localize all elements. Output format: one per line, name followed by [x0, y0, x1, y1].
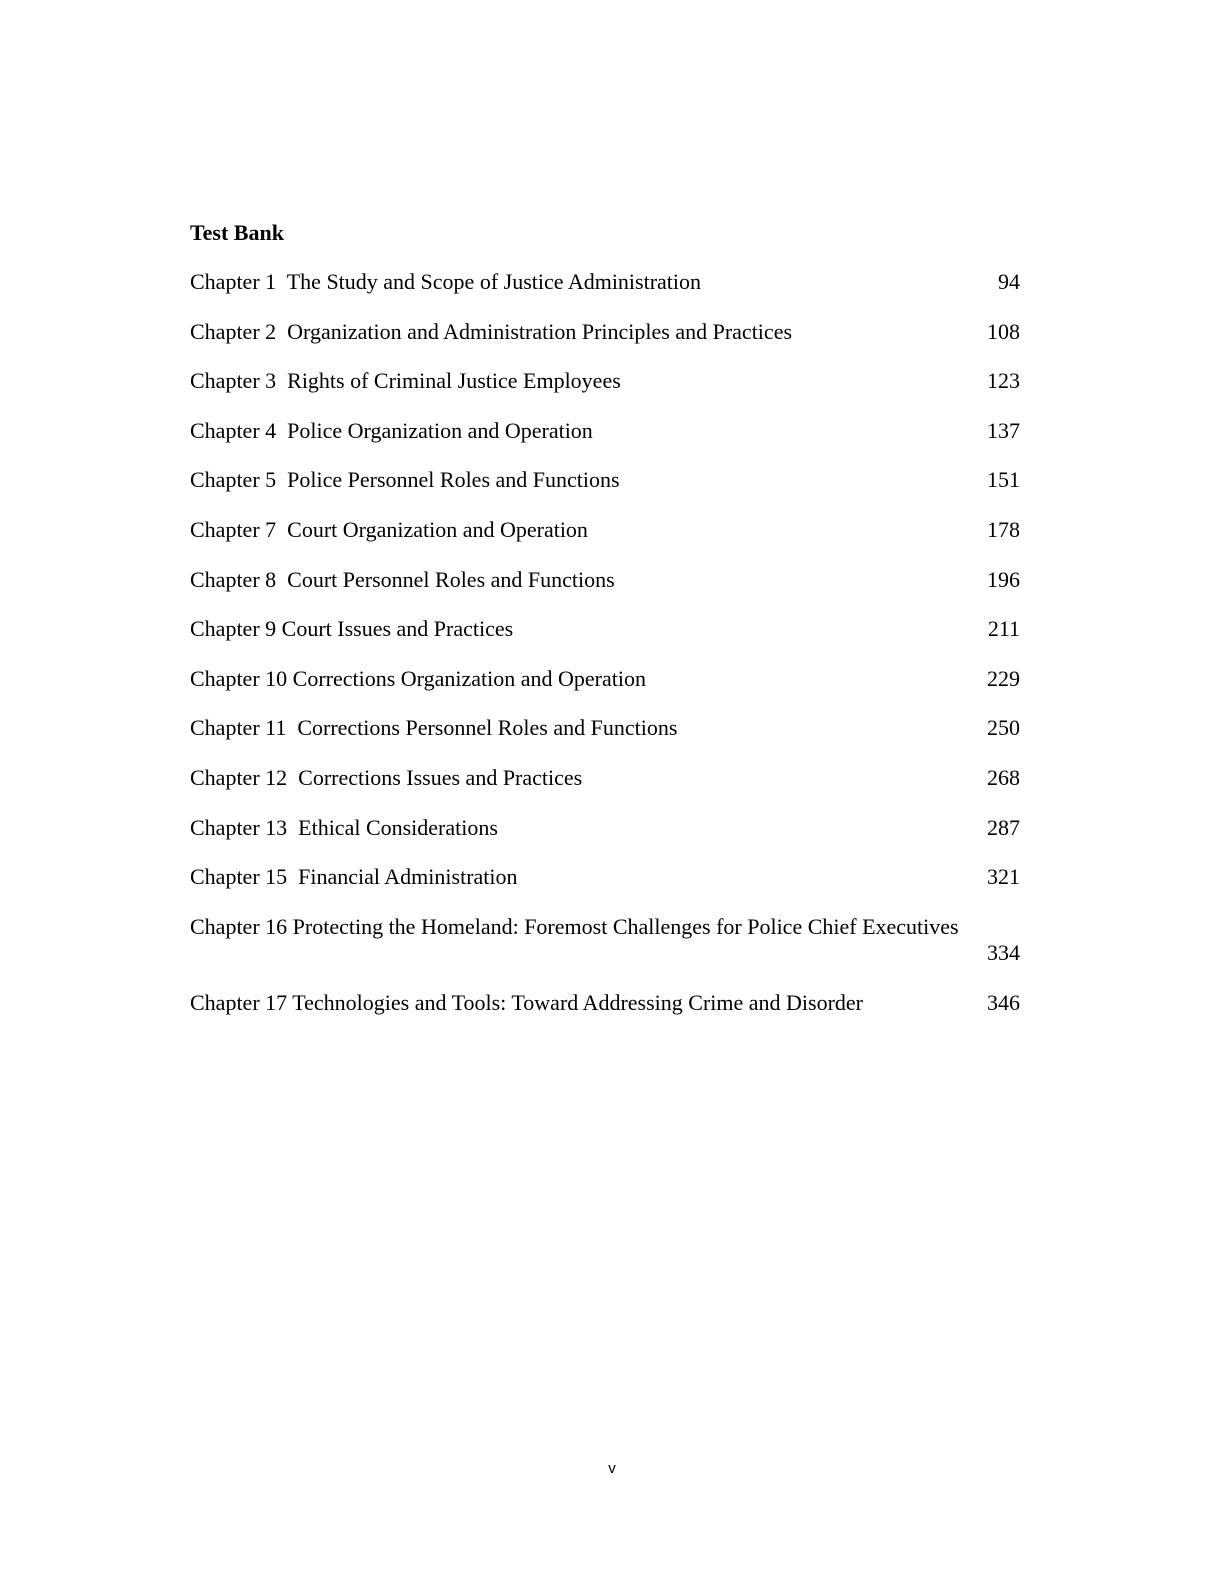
toc-entry-page: 229 [987, 665, 1020, 691]
toc-entry-page: 123 [987, 368, 1020, 394]
toc-entry-title: Chapter 1 The Study and Scope of Justice Administration [190, 269, 702, 294]
table-of-contents [190, 268, 1020, 1038]
toc-entry-page: 321 [987, 864, 1020, 890]
toc-entry-page: 196 [987, 566, 1020, 592]
toc-entry-title: Chapter 2 Organization and Administration Principles and Practices [190, 318, 793, 344]
toc-entry [190, 268, 1020, 318]
toc-entry [190, 863, 1020, 913]
toc-entry-title: Chapter 13 Ethical Considerations [190, 814, 498, 840]
toc-entry [190, 665, 1020, 715]
toc-entry-title: Chapter 5 Police Personnel Roles and Functions [190, 467, 620, 493]
toc-entry-page: 137 [987, 417, 1020, 443]
toc-entry-page: 250 [987, 715, 1020, 741]
toc-entry-title: Chapter 3 Rights of Criminal Justice Employees [190, 368, 621, 394]
toc-entry-page: 268 [987, 764, 1020, 790]
page-number: v [608, 1460, 616, 1477]
toc-entry-title: Chapter 8 Court Personnel Roles and Functions [190, 566, 615, 592]
toc-entry [190, 367, 1020, 417]
toc-entry-page: 108 [987, 318, 1020, 344]
toc-entry-title: Chapter 7 Court Organization and Operation [190, 516, 588, 542]
toc-entry [190, 714, 1020, 764]
toc-entry-title: Chapter 12 Corrections Issues and Practices [190, 764, 583, 790]
toc-entry-title: Chapter 10 Corrections Organization and Operation [190, 665, 646, 691]
toc-entry-page: 211 [987, 616, 1020, 642]
toc-entry-page: 151 [987, 467, 1020, 493]
toc-entry [190, 814, 1020, 864]
toc-entry [190, 466, 1020, 516]
toc-entry-title: Chapter 11 Corrections Personnel Roles and Functions [190, 715, 678, 741]
toc-entry-page: 334 [987, 939, 1020, 965]
toc-entry-page: 94 [998, 269, 1020, 294]
toc-entry [190, 615, 1020, 665]
toc-entry-title: Chapter 15 Financial Administration [190, 864, 518, 890]
toc-entry [190, 318, 1020, 368]
toc-entry-title: Chapter 4 Police Organization and Operation [190, 417, 593, 443]
toc-entry [190, 566, 1020, 616]
toc-entry-page: 178 [987, 516, 1020, 542]
toc-entry [190, 913, 1020, 989]
toc-entry [190, 516, 1020, 566]
toc-entry [190, 989, 1020, 1039]
toc-entry-page: 346 [987, 989, 1020, 1015]
toc-entry-title: Chapter 17 Technologies and Tools: Toward Addressing Crime and Disorder [190, 989, 863, 1015]
toc-entry [190, 764, 1020, 814]
toc-entry-page: 287 [987, 814, 1020, 840]
section-heading: Test Bank [190, 220, 284, 245]
toc-entry-title: Chapter 16 Protecting the Homeland: Foremost Challenges for Police Chief Executives [190, 913, 959, 939]
toc-entry [190, 417, 1020, 467]
toc-entry-title: Chapter 9 Court Issues and Practices [190, 616, 514, 642]
